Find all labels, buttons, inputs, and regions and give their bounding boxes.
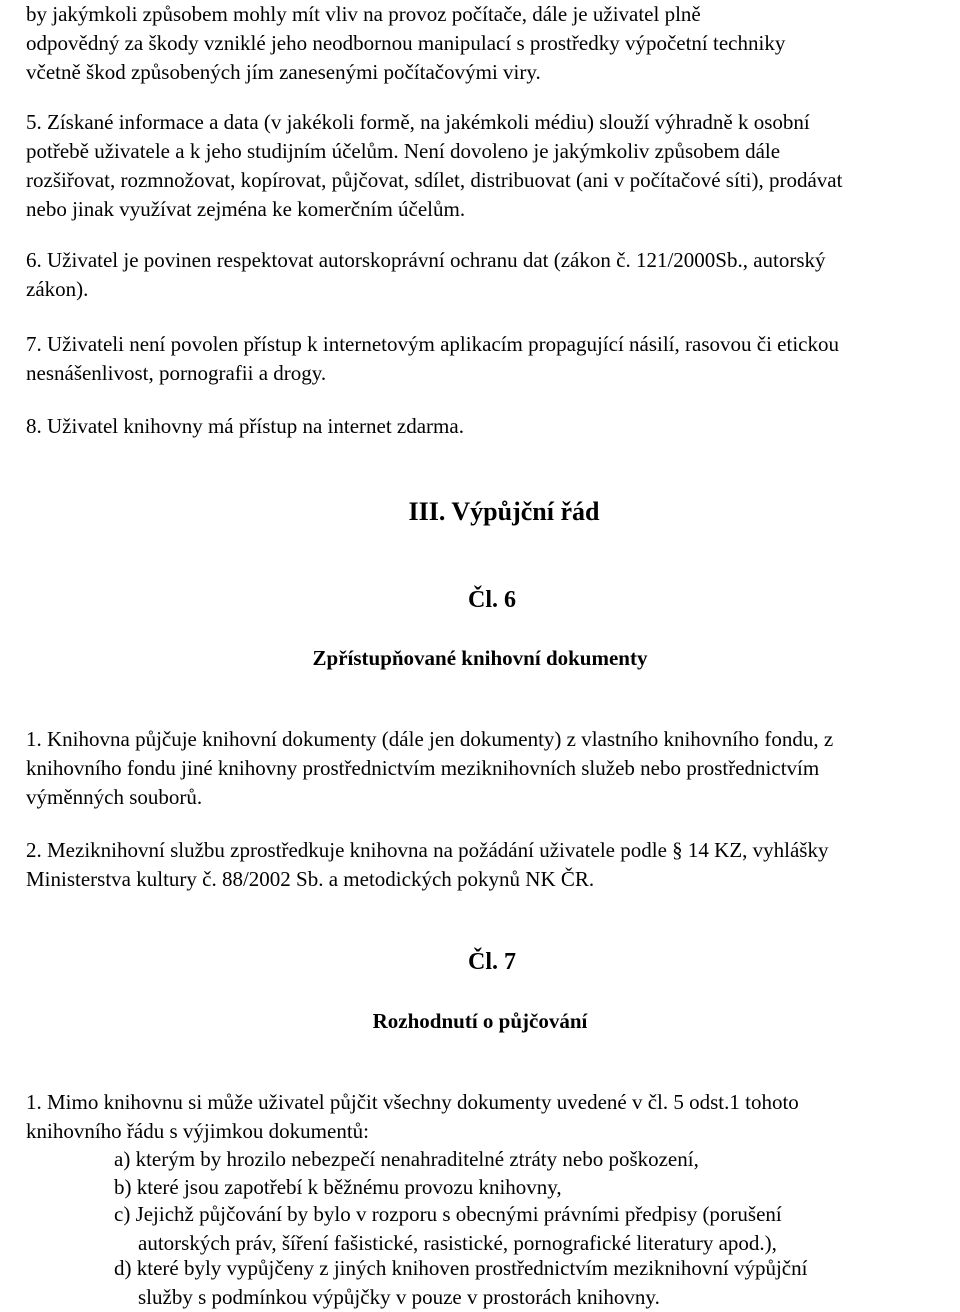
exception-item-b bbox=[114, 1173, 562, 1202]
article-6-subheading: Zpřístupňované knihovní dokumenty bbox=[312, 646, 648, 670]
article-7-subheading: Rozhodnutí o půjčování bbox=[372, 1009, 588, 1033]
text-line: 2. Meziknihovní službu zprostředkuje knihovna na požádání uživatele podle § 14 KZ, vyhlášky bbox=[26, 838, 829, 862]
text-line: rozšiřovat, rozmnožovat, kopírovat, půjčovat, sdílet, distribuovat (ani v počítačové síti), prodávat bbox=[26, 168, 843, 192]
text-line: by jakýmkoli způsobem mohly mít vliv na provoz počítače, dále je uživatel plně bbox=[26, 2, 701, 26]
text-line: 1. Knihovna půjčuje knihovní dokumenty (dále jen dokumenty) z vlastního knihovního fondu, z bbox=[26, 727, 834, 751]
text-line: včetně škod způsobených jím zanesenými počítačovými viry. bbox=[26, 60, 541, 84]
text-line: a) kterým by hrozilo nebezpečí nenahraditelné ztráty nebo poškození, bbox=[114, 1147, 699, 1171]
text-line: zákon). bbox=[26, 277, 89, 301]
text-line: 6. Uživatel je povinen respektovat autorskoprávní ochranu dat (zákon č. 121/2000Sb., autorský bbox=[26, 248, 826, 272]
section-title: III. Výpůjční řád bbox=[408, 497, 600, 526]
text-line: knihovního řádu s výjimkou dokumentů: bbox=[26, 1119, 369, 1143]
text-line: nebo jinak využívat zejména ke komerčním účelům. bbox=[26, 197, 466, 221]
text-line: 1. Mimo knihovnu si může uživatel půjčit všechny dokumenty uvedené v čl. 5 odst.1 tohoto bbox=[26, 1090, 799, 1114]
text-line: 5. Získané informace a data (v jakékoli formě, na jakémkoli médiu) slouží výhradně k osobní bbox=[26, 110, 810, 134]
exception-item-c bbox=[114, 1200, 782, 1258]
article-6-paragraph-1 bbox=[26, 725, 960, 812]
text-line: 7. Uživateli není povolen přístup k internetovým aplikacím propagující násilí, rasovou či etickou bbox=[26, 332, 839, 356]
text-line: služby s podmínkou výpůjčky v pouze v prostorách knihovny. bbox=[138, 1285, 660, 1309]
rule-5-paragraph bbox=[26, 108, 960, 224]
rule-7-paragraph bbox=[26, 330, 960, 388]
text-line: potřebě uživatele a k jeho studijním účelům. Není dovoleno je jakýmkoliv způsobem dále bbox=[26, 139, 781, 163]
text-line: 8. Uživatel knihovny má přístup na internet zdarma. bbox=[26, 414, 464, 438]
text-line: odpovědný za škody vzniklé jeho neodbornou manipulací s prostředky výpočetní techniky bbox=[26, 31, 786, 55]
text-line: d) které byly vypůjčeny z jiných knihoven prostřednictvím meziknihovní výpůjční bbox=[114, 1256, 808, 1280]
article-6-heading: Čl. 6 bbox=[468, 587, 516, 613]
text-line: Ministerstva kultury č. 88/2002 Sb. a metodických pokynů NK ČR. bbox=[26, 867, 595, 891]
rule-6-paragraph bbox=[26, 246, 960, 304]
article-7-paragraph-1 bbox=[26, 1088, 960, 1146]
intro-paragraph bbox=[26, 0, 960, 87]
exception-item-a bbox=[114, 1145, 699, 1174]
text-line: b) které jsou zapotřebí k běžnému provozu knihovny, bbox=[114, 1175, 562, 1199]
article-6-paragraph-2 bbox=[26, 836, 960, 894]
exception-item-d bbox=[114, 1254, 807, 1312]
article-7-heading: Čl. 7 bbox=[468, 949, 516, 975]
text-line: c) Jejichž půjčování by bylo v rozporu s obecnými právními předpisy (porušení bbox=[114, 1202, 782, 1226]
rule-8-paragraph bbox=[26, 412, 960, 441]
text-line: knihovního fondu jiné knihovny prostřednictvím meziknihovních služeb nebo prostřednictvím bbox=[26, 756, 820, 780]
text-line: autorských práv, šíření fašistické, rasistické, pornografické literatury apod.), bbox=[138, 1231, 777, 1255]
text-line: nesnášenlivost, pornografii a drogy. bbox=[26, 361, 327, 385]
text-line: výměnných souborů. bbox=[26, 785, 203, 809]
